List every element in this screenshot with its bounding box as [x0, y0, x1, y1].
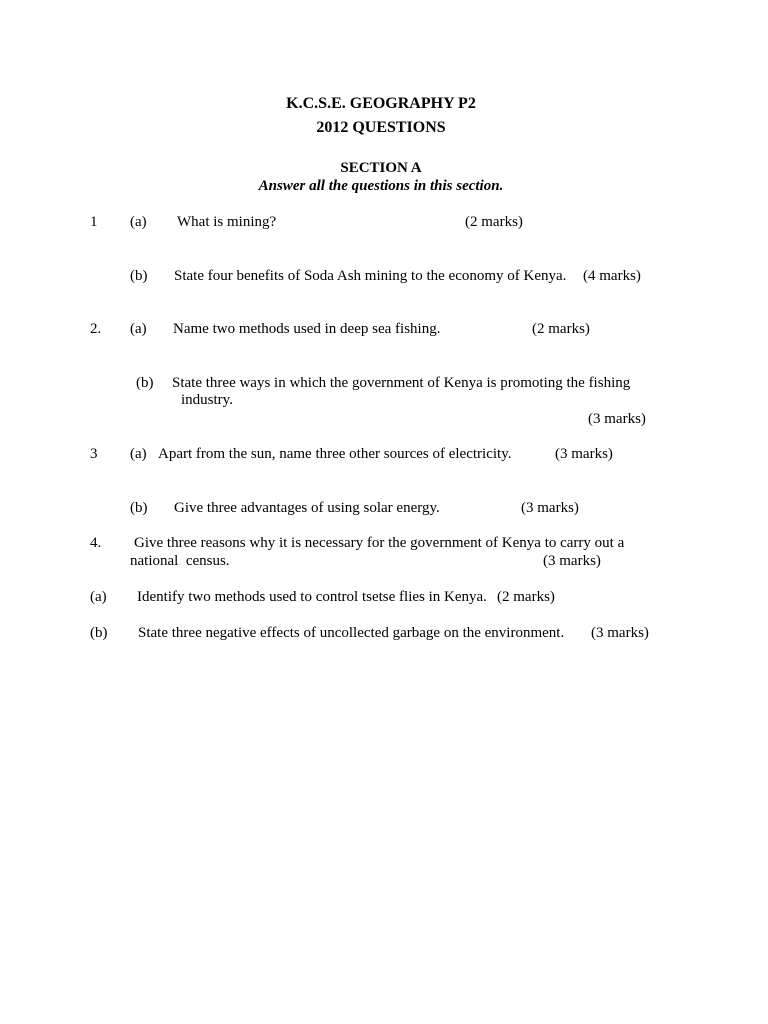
section-instruction: Answer all the questions in this section. — [258, 178, 504, 194]
question-part-label: (a) — [130, 321, 147, 337]
question-marks: (3 marks) — [555, 446, 613, 462]
question-part-label: (a) — [130, 214, 147, 230]
question-text: Give three reasons why it is necessary for the government of Kenya to carry out a — [134, 535, 625, 551]
question-marks: (3 marks) — [521, 500, 579, 516]
question-marks: (4 marks) — [583, 268, 641, 284]
question-number: 1 — [90, 214, 98, 230]
question-text: State four benefits of Soda Ash mining to the economy of Kenya. — [174, 268, 567, 284]
question-marks: (3 marks) — [591, 625, 649, 641]
question-part-label: (b) — [130, 268, 148, 284]
question-marks: (2 marks) — [532, 321, 590, 337]
question-text: Give three advantages of using solar energy. — [174, 500, 440, 516]
question-part-label: (a) — [130, 446, 147, 462]
question-text: State three negative effects of uncollected garbage on the environment. — [138, 625, 565, 641]
document-subtitle: 2012 QUESTIONS — [316, 119, 446, 136]
question-marks: (2 marks) — [465, 214, 523, 230]
question-part-label: (b) — [90, 625, 108, 641]
question-marks: (2 marks) — [497, 589, 555, 605]
question-part-label: (a) — [90, 589, 107, 605]
question-text: What is mining? — [177, 214, 277, 230]
question-marks: (3 marks) — [588, 411, 646, 427]
question-text-continued: industry. — [181, 392, 233, 408]
question-text-continued: national census. — [130, 553, 230, 569]
section-heading: SECTION A — [340, 160, 422, 176]
question-text: Apart from the sun, name three other sources of electricity. — [158, 446, 512, 462]
question-text: Identify two methods used to control tsetse flies in Kenya. — [137, 589, 487, 605]
question-number: 4. — [90, 535, 102, 551]
question-text: Name two methods used in deep sea fishing. — [173, 321, 441, 337]
document-title: K.C.S.E. GEOGRAPHY P2 — [286, 95, 476, 112]
question-number: 3 — [90, 446, 98, 462]
question-marks: (3 marks) — [543, 553, 601, 569]
question-number: 2. — [90, 321, 102, 337]
question-text: State three ways in which the government of Kenya is promoting the fishing — [172, 375, 631, 391]
question-part-label: (b) — [130, 500, 148, 516]
question-part-label: (b) — [136, 375, 154, 391]
